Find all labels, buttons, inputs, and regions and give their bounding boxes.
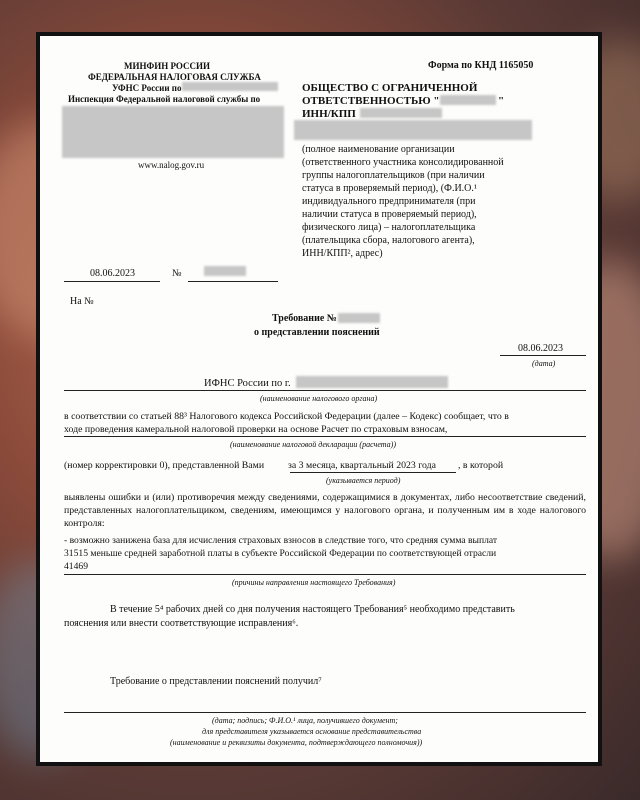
recipient-desc-9: ИНН/КПП², адрес)	[302, 248, 383, 259]
paragraph-2-suffix: , в которой	[458, 460, 504, 471]
paragraph-2-prefix: (номер корректировки 0), представленной Вами	[64, 460, 265, 471]
document-page	[40, 36, 598, 762]
redacted-block	[182, 82, 278, 91]
document-frame	[36, 32, 602, 766]
recipient-desc-1: (полное наименование организации	[302, 144, 455, 155]
paragraph-1-line1: в соответствии со статьей 88³ Налогового кодекса Российской Федерации (далее – Кодекс) сообщает, что в	[64, 411, 509, 422]
recipient-line2-end: "	[498, 95, 505, 107]
reason-line3: 41469	[64, 561, 88, 572]
ifns-caption: (наименование налогового органа)	[260, 394, 378, 403]
footer-line3: (наименование и реквизиты документа, подтверждающего полномочия))	[170, 738, 423, 747]
document-date: 08.06.2023	[90, 268, 135, 279]
recipient-desc-8: (плательщика сбора, налогового агента),	[302, 235, 475, 246]
footer-line1: (дата; подпись; Ф.И.О.¹ лица, получившего документ;	[212, 716, 398, 725]
recipient-desc-6: наличии статуса в проверяемый период),	[302, 209, 477, 220]
paragraph-4-line1: В течение 5⁴ рабочих дней со дня получения настоящего Требования⁵ необходимо представить	[110, 604, 515, 615]
reply-to-label: На №	[70, 296, 94, 307]
recipient-line2: ОТВЕТСТВЕННОСТЬЮ "	[302, 95, 440, 107]
para1-underline	[64, 436, 586, 437]
right-date-caption: (дата)	[532, 359, 556, 368]
recipient-desc-4: статуса в проверяемый период), (Ф.И.О.¹	[302, 183, 477, 194]
redacted-block	[204, 266, 246, 276]
footer-line2: для представителя указывается основание представительства	[202, 727, 422, 736]
recipient-desc-2: (ответственного участника консолидированной	[302, 157, 504, 168]
right-date: 08.06.2023	[518, 343, 563, 354]
redacted-block	[360, 108, 442, 118]
recipient-line1: ОБЩЕСТВО С ОГРАНИЧЕННОЙ	[302, 82, 478, 94]
number-label: №	[172, 268, 182, 279]
reason-underline	[64, 574, 586, 575]
redacted-block	[294, 120, 532, 140]
reason-caption: (причины направления настоящего Требования)	[232, 578, 396, 587]
ifns-label: ИФНС России по г.	[204, 378, 291, 389]
requirement-subtitle: о представлении пояснений	[254, 327, 380, 338]
inspection-label: Инспекция Федеральной налоговой службы по	[68, 94, 261, 104]
signature-underline	[64, 712, 586, 713]
para1-caption: (наименование налоговой декларации (расчета))	[230, 440, 396, 449]
right-date-underline	[500, 355, 586, 356]
redacted-block	[296, 376, 448, 388]
paragraph-1-line2: ходе проведения камеральной налоговой проверки на основе Расчет по страховым взносам,	[64, 424, 448, 435]
date-underline	[64, 281, 160, 282]
para2-caption: (указывается период)	[326, 476, 401, 485]
reason-line2: 31515 меньше средней заработной платы в субъекте Российской Федерации по соответствующей отрасли	[64, 548, 497, 559]
ufns-label: УФНС России по	[112, 83, 182, 93]
paragraph-3: выявлены ошибки и (или) противоречия между сведениями, содержащимися в документах, либо несоответствие сведений, представленных налогоплательщиком, сведениям, имеющимся у налогового органа, и полученным им в ходе налогового контроля:	[64, 492, 586, 529]
recipient-inn: ИНН/КПП	[302, 108, 356, 120]
received-label: Требование о представлении пояснений получил⁷	[110, 676, 322, 687]
site-label: www.nalog.gov.ru	[138, 160, 205, 170]
para2-underline	[290, 472, 456, 473]
recipient-desc-3: группы налогоплательщиков (при наличии	[302, 170, 485, 181]
redacted-block	[440, 95, 496, 105]
reason-line1: - возможно занижена база для исчисления страховых взносов в следствие того, что средняя сумма выплат	[64, 535, 498, 546]
ifns-underline	[64, 390, 586, 391]
redacted-block	[338, 313, 380, 323]
paragraph-2-period: за 3 месяца, квартальный 2023 года	[288, 460, 437, 471]
recipient-desc-5: индивидуального предпринимателя (при	[302, 196, 476, 207]
service-label: ФЕДЕРАЛЬНАЯ НАЛОГОВАЯ СЛУЖБА	[88, 72, 261, 82]
recipient-desc-7: физического лица) – налогоплательщика	[302, 222, 476, 233]
ministry-label: МИНФИН РОССИИ	[124, 61, 211, 71]
requirement-title: Требование №	[272, 313, 337, 324]
redacted-block	[62, 106, 284, 158]
paragraph-4-line2: пояснения или внести соответствующие исправления⁶.	[64, 618, 299, 629]
number-underline	[188, 281, 278, 282]
form-code: Форма по КНД 1165050	[428, 60, 534, 71]
